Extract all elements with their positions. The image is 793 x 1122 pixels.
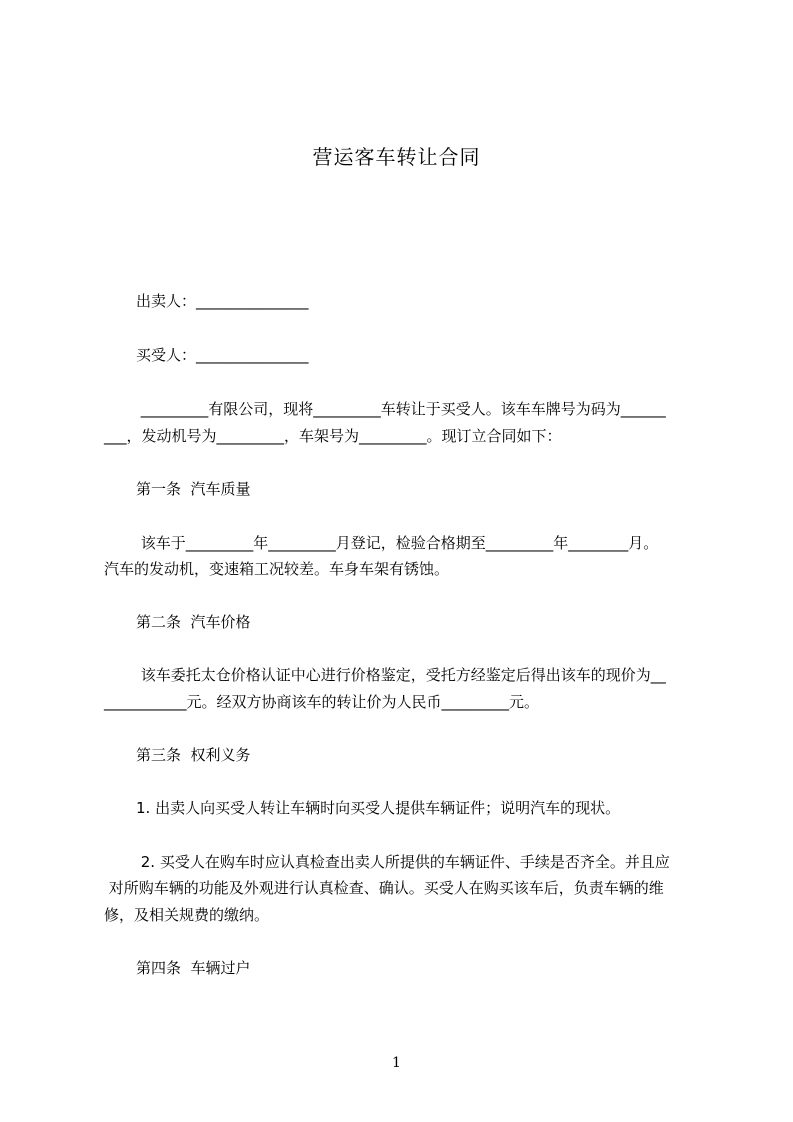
article-1-heading: 第一条 汽车质量 bbox=[136, 480, 251, 498]
intro-line-2: ___，发动机号为_________，车架号为_________。现订立合同如下： bbox=[104, 427, 562, 445]
article-4-heading: 第四条 车辆过户 bbox=[136, 959, 251, 977]
article-2-line-1: 该车委托太仓价格认证中心进行价格鉴定，受托方经鉴定后得出该车的现价为__ bbox=[136, 666, 666, 684]
buyer-line: 买受人：_______________ bbox=[136, 346, 309, 364]
article-3-item-2-line-1: 2. 买受人在购车时应认真检查出卖人所提供的车辆证件、手续是否齐全。并且应 bbox=[136, 853, 670, 871]
intro-line-1: _________有限公司，现将_________车转让于买受人。该车车牌号为码为______ bbox=[136, 400, 666, 418]
article-1-line-1: 该车于_________年_________月登记，检验合格期至_________年________月。 bbox=[136, 534, 659, 552]
article-2-heading: 第二条 汽车价格 bbox=[136, 613, 251, 631]
article-1-line-2: 汽车的发动机，变速箱工况较差。车身车架有锈蚀。 bbox=[104, 560, 450, 578]
page-title: 营运客车转让合同 bbox=[312, 145, 481, 169]
seller-line: 出卖人：_______________ bbox=[136, 292, 309, 310]
article-3-heading: 第三条 权利义务 bbox=[136, 746, 251, 764]
article-3-item-2-line-2: 对所购车辆的功能及外观进行认真检查、确认。买受人在购买该车后，负责车辆的维 bbox=[104, 879, 664, 897]
article-2-line-2: ___________元。经双方协商该车的转让价为人民币_________元。 bbox=[104, 693, 540, 711]
article-3-item-1: 1. 出卖人向买受人转让车辆时向买受人提供车辆证件；说明汽车的现状。 bbox=[136, 799, 621, 817]
article-3-item-2-line-3: 修，及相关规费的缴纳。 bbox=[104, 906, 270, 924]
page-number: 1 bbox=[392, 1055, 401, 1071]
